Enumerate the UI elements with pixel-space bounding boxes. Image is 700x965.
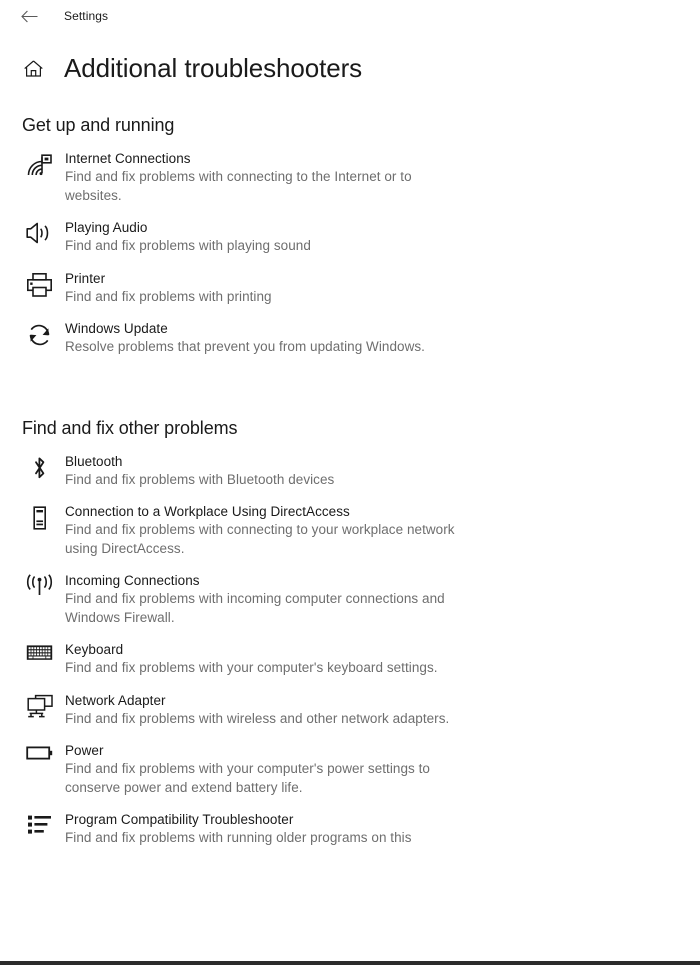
page-header bbox=[0, 32, 700, 90]
playing-audio-icon bbox=[26, 219, 60, 245]
bluetooth-icon bbox=[26, 453, 60, 481]
troubleshooter-item-printer[interactable] bbox=[22, 270, 700, 307]
troubleshooter-text bbox=[60, 453, 334, 490]
troubleshooter-description: Resolve problems that prevent you from updating Windows. bbox=[65, 339, 425, 354]
troubleshooter-description: Find and fix problems with playing sound bbox=[65, 238, 311, 253]
keyboard-icon bbox=[26, 641, 60, 662]
troubleshooter-item-internet-connections[interactable] bbox=[22, 150, 700, 205]
troubleshooter-text bbox=[60, 641, 438, 678]
window-bottom-edge bbox=[0, 961, 700, 965]
program-compatibility-icon bbox=[26, 811, 60, 837]
troubleshooter-name: Printer bbox=[65, 270, 106, 286]
troubleshooter-description: Find and fix problems with your computer's keyboard settings. bbox=[65, 660, 438, 675]
power-battery-icon bbox=[26, 742, 60, 762]
title-bar bbox=[0, 0, 700, 32]
section-heading-find-and-fix-other-problems: Find and fix other problems bbox=[22, 417, 238, 438]
troubleshooter-text bbox=[60, 503, 455, 558]
incoming-connections-icon bbox=[26, 572, 60, 598]
page-title: Additional troubleshooters bbox=[64, 53, 363, 83]
troubleshooter-text bbox=[60, 811, 412, 848]
troubleshooter-name: Bluetooth bbox=[65, 453, 123, 469]
back-arrow-icon bbox=[21, 10, 38, 23]
network-adapter-icon bbox=[26, 692, 60, 720]
troubleshooter-item-windows-update[interactable] bbox=[22, 320, 700, 357]
troubleshooters-content bbox=[0, 115, 700, 848]
troubleshooter-name: Playing Audio bbox=[65, 220, 148, 235]
troubleshooter-item-program-compatibility[interactable] bbox=[22, 811, 700, 848]
troubleshooter-item-keyboard[interactable] bbox=[22, 641, 700, 678]
troubleshooter-description: Find and fix problems with running older programs on this bbox=[65, 830, 412, 845]
troubleshooter-description: Find and fix problems with connecting to your workplace network using DirectAccess. bbox=[65, 522, 455, 556]
troubleshooter-list-other-problems bbox=[22, 453, 700, 848]
troubleshooter-name: Windows Update bbox=[65, 321, 168, 336]
troubleshooter-description: Find and fix problems with wireless and other network adapters. bbox=[65, 710, 450, 726]
troubleshooter-description: Find and fix problems with printing bbox=[65, 288, 272, 304]
troubleshooter-item-incoming-connections[interactable] bbox=[22, 572, 700, 627]
troubleshooter-text bbox=[60, 270, 272, 307]
internet-connections-icon bbox=[26, 150, 60, 179]
troubleshooter-description: Find and fix problems with connecting to the Internet or to websites. bbox=[65, 169, 412, 203]
troubleshooter-name: Network Adapter bbox=[65, 692, 166, 708]
troubleshooter-item-directaccess[interactable] bbox=[22, 503, 700, 558]
troubleshooter-list-get-up-and-running bbox=[22, 150, 700, 357]
troubleshooter-item-playing-audio[interactable] bbox=[22, 219, 700, 256]
app-title: Settings bbox=[64, 9, 109, 23]
troubleshooter-text bbox=[60, 320, 425, 357]
troubleshooter-name: Keyboard bbox=[65, 642, 124, 657]
troubleshooter-name: Power bbox=[65, 743, 104, 758]
troubleshooter-name: Program Compatibility Troubleshooter bbox=[65, 812, 294, 827]
troubleshooter-name: Incoming Connections bbox=[65, 573, 200, 588]
troubleshooter-text bbox=[60, 692, 449, 729]
troubleshooter-description: Find and fix problems with Bluetooth devices bbox=[65, 471, 335, 487]
section-heading-get-up-and-running: Get up and running bbox=[22, 115, 175, 135]
troubleshooter-item-power[interactable] bbox=[22, 742, 700, 797]
troubleshooter-description: Find and fix problems with incoming computer connections and Windows Firewall. bbox=[65, 591, 445, 625]
section-divider-space bbox=[22, 371, 700, 393]
troubleshooter-text bbox=[60, 572, 455, 627]
troubleshooter-name: Connection to a Workplace Using DirectAccess bbox=[65, 504, 350, 519]
windows-update-icon bbox=[26, 320, 60, 348]
printer-icon bbox=[26, 270, 60, 298]
troubleshooter-text bbox=[60, 219, 311, 256]
troubleshooter-text bbox=[60, 150, 455, 205]
directaccess-device-icon bbox=[26, 503, 60, 531]
back-button[interactable] bbox=[16, 3, 42, 29]
troubleshooter-item-bluetooth[interactable] bbox=[22, 453, 700, 490]
home-icon[interactable] bbox=[22, 57, 44, 79]
troubleshooter-text bbox=[60, 742, 455, 797]
troubleshooter-description: Find and fix problems with your computer's power settings to conserve power and extend battery life. bbox=[65, 761, 430, 795]
troubleshooter-item-network-adapter[interactable] bbox=[22, 692, 700, 729]
troubleshooter-name: Internet Connections bbox=[65, 151, 191, 166]
